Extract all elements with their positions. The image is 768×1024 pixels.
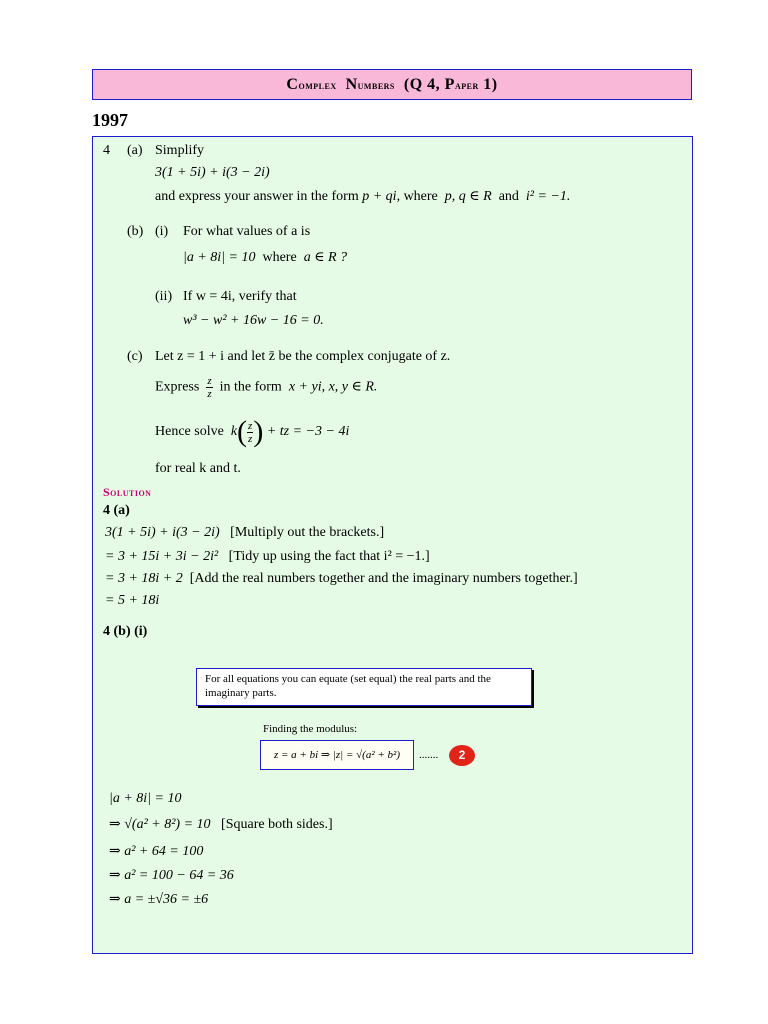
year-heading: 1997 xyxy=(92,110,128,130)
solution-a-line-4: = 5 + 18i xyxy=(105,593,160,608)
part-b-i-equation: |a + 8i| = 10 where a ∈ R ? xyxy=(183,250,348,265)
solution-part-b-label: 4 (b) (i) xyxy=(103,624,148,639)
modulus-formula: z = a + bi ⇒ |z| = √(a² + b²) xyxy=(273,749,401,761)
part-c-line1: Let z = 1 + i and let z̄ be the complex conjugate of z. xyxy=(155,349,451,364)
question-number: 4 xyxy=(103,143,110,158)
part-c-hence: Hence solve k( $\frac{z}{z}$ ) + tz = −3 − 4i xyxy=(155,415,350,448)
title-text: Complex Numbers (Q 4, Paper 1) xyxy=(286,76,498,93)
reference-badge: 2 xyxy=(449,745,475,766)
solution-b-line-2: ⇒ √(a² + 8²) = 10 [Square both sides.] xyxy=(109,817,333,832)
solution-a-line-2: = 3 + 15i + 3i − 2i² [Tidy up using the fact that i² = −1.] xyxy=(105,549,430,564)
part-c-label: (c) xyxy=(127,349,143,364)
part-a-instruction: and express your answer in the form p + qi, where p, q ∈ R and i² = −1. xyxy=(155,189,571,204)
page-title xyxy=(92,69,692,100)
part-b-ii-text: If w = 4i, verify that xyxy=(183,289,297,304)
part-a-intro: Simplify xyxy=(155,143,205,158)
solution-b-line-4: ⇒ a² = 100 − 64 = 36 xyxy=(109,868,234,883)
modulus-label: Finding the modulus: xyxy=(263,723,358,735)
part-c-last: for real k and t. xyxy=(155,461,241,476)
part-a-label: (a) xyxy=(127,143,143,158)
modulus-formula-box xyxy=(260,740,414,770)
part-b-ii-equation: w³ − w² + 16w − 16 = 0. xyxy=(183,313,324,328)
solution-part-a-label: 4 (a) xyxy=(103,503,130,518)
part-b-i-text: For what values of a is xyxy=(183,224,311,239)
part-b-i-label: (i) xyxy=(155,224,169,239)
solution-a-line-3: = 3 + 18i + 2 [Add the real numbers together and the imaginary numbers together.] xyxy=(105,571,578,586)
question-box xyxy=(92,136,693,954)
solution-b-line-5: ⇒ a = ±√36 = ±6 xyxy=(109,892,209,907)
solution-a-line-1: 3(1 + 5i) + i(3 − 2i) [Multiply out the brackets.] xyxy=(105,525,385,540)
solution-b-line-3: ⇒ a² + 64 = 100 xyxy=(109,844,204,859)
part-b-ii-label: (ii) xyxy=(155,289,173,304)
solution-heading: Solution xyxy=(103,485,152,499)
part-a-expression: 3(1 + 5i) + i(3 − 2i) xyxy=(155,165,270,180)
tip-note-box: For all equations you can equate (set equal) the real parts and the imaginary parts. xyxy=(196,668,532,706)
part-b-label: (b) xyxy=(127,224,144,239)
solution-b-line-1: |a + 8i| = 10 xyxy=(109,791,182,806)
reference-dots: ....... xyxy=(419,749,439,761)
part-c-express: Express $\frac{z}{z}$ in the form x + yi, x, y ∈ R. xyxy=(155,375,378,400)
z-over-zbar-fraction: $\frac{z}{z}$ xyxy=(207,375,212,400)
